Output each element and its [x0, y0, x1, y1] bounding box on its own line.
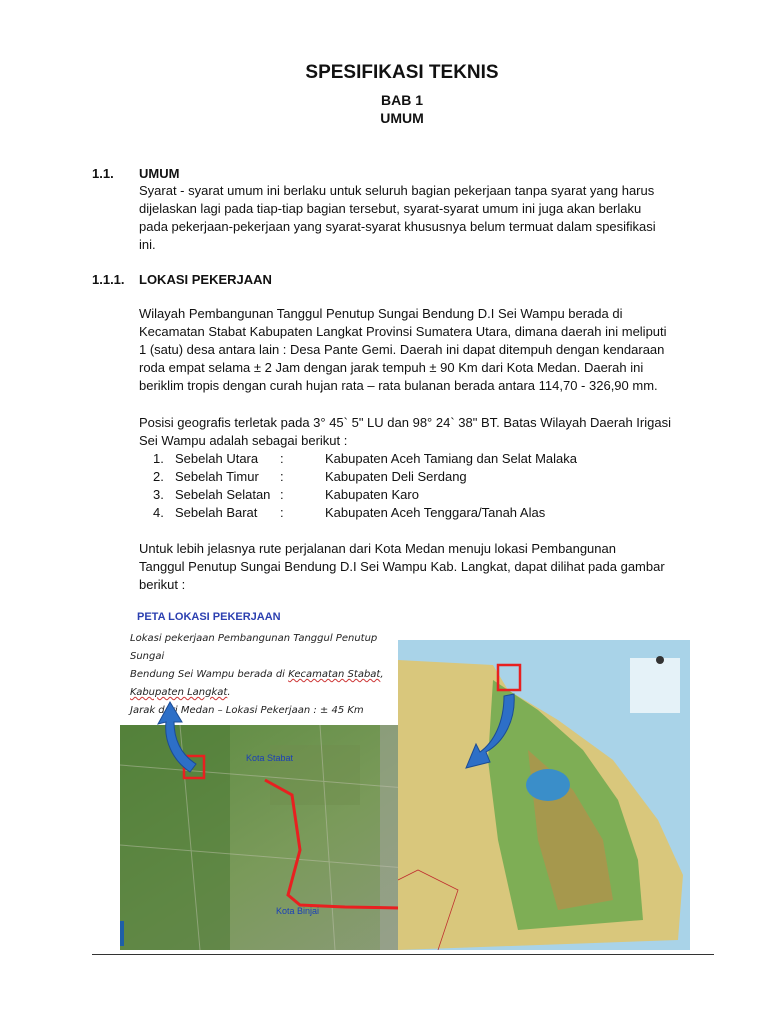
section-paragraph — [139, 182, 713, 254]
paragraph-line: Syarat - syarat umum ini berlaku untuk seluruh bagian pekerjaan tanpa syarat yang harus — [139, 183, 655, 198]
section-number: 1.1. — [92, 166, 114, 181]
document-title: SPESIFIKASI TEKNIS — [305, 62, 499, 83]
label-kota-stabat: Kota Stabat — [246, 753, 294, 763]
footer-rule — [92, 954, 714, 955]
arrow-down-icon — [462, 690, 522, 780]
lake-toba — [526, 769, 570, 801]
paragraph-line: beriklim tropis dengan curah hujan rata – rata bulanan berada antara 114,70 - 326,90 mm. — [139, 378, 658, 393]
paragraph-line: Wilayah Pembangunan Tanggul Penutup Sungai Bendung D.I Sei Wampu berada di — [139, 306, 623, 321]
route-paragraph — [139, 540, 713, 594]
item-colon: : — [280, 505, 284, 520]
legend-box — [630, 658, 680, 713]
subsection-heading: LOKASI PEKERJAAN — [139, 272, 272, 287]
item-colon: : — [280, 451, 284, 466]
map-desc-district: Kecamatan Stabat — [288, 669, 381, 680]
item-value: Kabupaten Aceh Tenggara/Tanah Alas — [325, 505, 546, 520]
boundary-item — [153, 486, 713, 504]
item-side: Sebelah Utara — [175, 451, 259, 466]
subsection-number: 1.1.1. — [92, 272, 125, 287]
map-desc-period: . — [227, 687, 231, 698]
item-side: Sebelah Selatan — [175, 487, 271, 502]
chapter-title: UMUM — [380, 110, 424, 126]
item-value: Kabupaten Deli Serdang — [325, 469, 467, 484]
item-value: Kabupaten Aceh Tamiang dan Selat Malaka — [325, 451, 577, 466]
item-number: 3. — [153, 487, 164, 502]
paragraph-line: Tanggul Penutup Sungai Bendung D.I Sei Wampu Kab. Langkat, dapat dilihat pada gambar — [139, 559, 665, 574]
map-desc-regency: Kabupaten Langkat — [130, 687, 228, 698]
boundary-list — [153, 450, 713, 522]
map-title: PETA LOKASI PEKERJAAN — [137, 611, 281, 623]
item-colon: : — [280, 469, 284, 484]
item-number: 1. — [153, 451, 164, 466]
map-desc-line: Lokasi pekerjaan Pembangunan Tanggul Penutup Sungai — [130, 633, 378, 662]
paragraph-line: Sei Wampu adalah sebagai berikut : — [139, 433, 348, 448]
section-heading: UMUM — [139, 166, 180, 181]
item-value: Kabupaten Karo — [325, 487, 419, 502]
arrow-up-icon — [150, 700, 210, 780]
province-map — [398, 640, 690, 950]
item-number: 2. — [153, 469, 164, 484]
item-colon: : — [280, 487, 284, 502]
paragraph-line: ini. — [139, 237, 156, 252]
boundary-item — [153, 504, 713, 522]
chapter-number: BAB 1 — [380, 92, 423, 108]
paragraph-line: pada pekerjaan-pekerjaan yang syarat-syarat khususnya belum termuat dalam spesifikasi — [139, 219, 656, 234]
geography-paragraph — [139, 414, 713, 450]
paragraph-line: dijelaskan lagi pada tiap-tiap bagian tersebut, syarat-syarat umum ini juga akan berlaku — [139, 201, 642, 216]
paragraph-line: 1 (satu) desa antara lain : Desa Pante Gemi. Daerah ini dapat ditempuh dengan kendaraan — [139, 342, 665, 357]
compass-icon — [656, 656, 664, 664]
map-desc-line: Jarak dari Medan – Lokasi Pekerjaan : ± 45 Km — [130, 705, 364, 716]
paragraph-line: Untuk lebih jelasnya rute perjalanan dari Kota Medan menuju lokasi Pembangunan — [139, 541, 616, 556]
paragraph-line: roda empat selama ± 2 Jam dengan jarak tempuh ± 90 Km dari Kota Medan. Daerah ini — [139, 360, 644, 375]
paragraph-line: berikut : — [139, 577, 186, 592]
item-side: Sebelah Barat — [175, 505, 258, 520]
map-desc-text: Bendung Sei Wampu berada di — [130, 669, 289, 680]
label-kota-binjai: Kota Binjai — [276, 906, 320, 916]
location-paragraph — [139, 305, 713, 395]
map-desc-comma: , — [380, 669, 384, 680]
map-desc-line — [130, 666, 398, 684]
paragraph-line: Kecamatan Stabat Kabupaten Langkat Provinsi Sumatera Utara, dimana daerah ini meliputi — [139, 324, 667, 339]
item-side: Sebelah Timur — [175, 469, 259, 484]
paragraph-line: Posisi geografis terletak pada 3° 45` 5" LU dan 98° 24` 38" BT. Batas Wilayah Daerah Irigasi — [139, 415, 671, 430]
boundary-item — [153, 468, 713, 486]
item-number: 4. — [153, 505, 164, 520]
boundary-item — [153, 450, 713, 468]
